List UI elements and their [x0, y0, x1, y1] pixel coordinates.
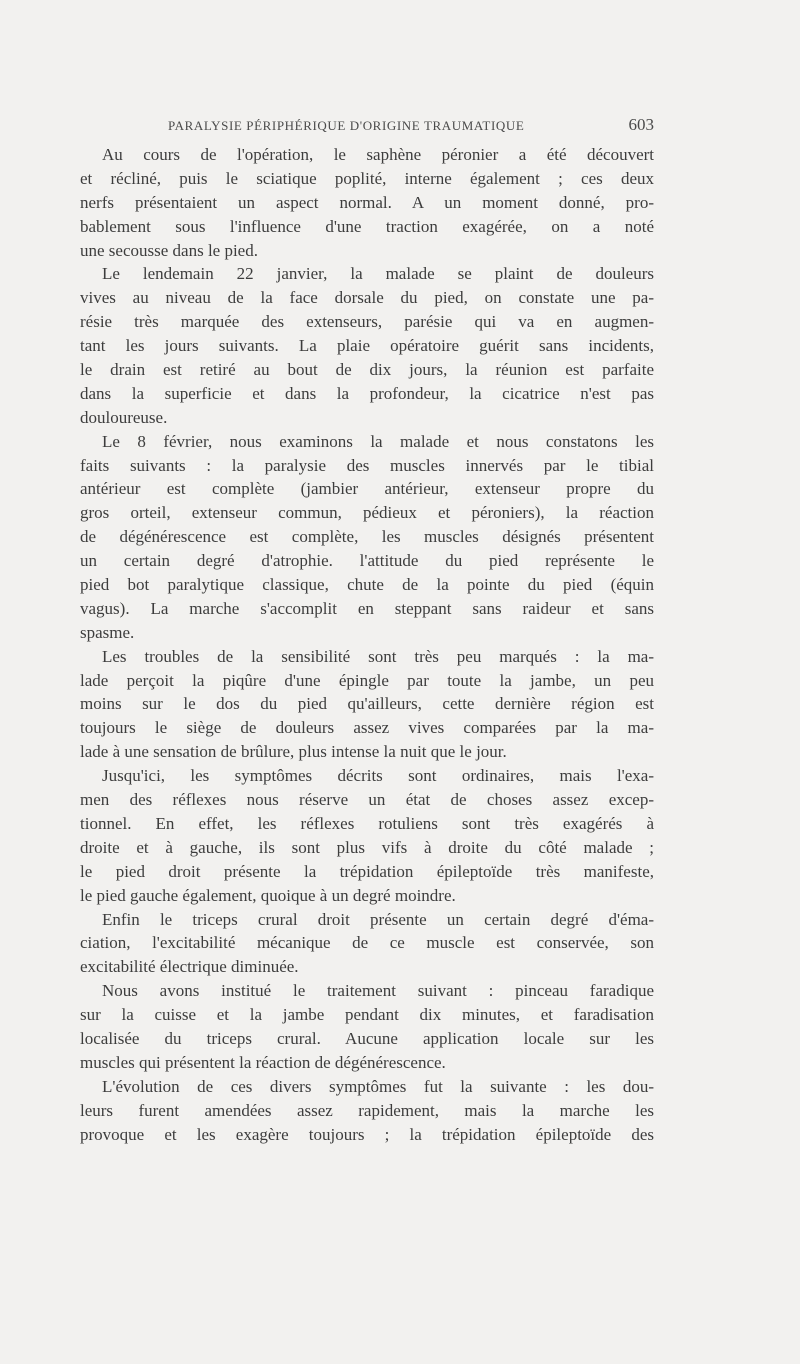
text-line: men des réflexes nous réserve un état de choses assez excep-: [80, 790, 654, 810]
text-line: localisée du triceps crural. Aucune application locale sur les: [80, 1028, 654, 1048]
text-line: Nous avons institué le traitement suivant : pinceau faradique: [102, 981, 654, 1001]
page-header: [80, 115, 654, 139]
text-line: Les troubles de la sensibilité sont très peu marqués : la ma-: [102, 646, 654, 666]
text-line: faits suivants : la paralysie des muscles innervés par le tibial: [80, 455, 654, 475]
text-line: le drain est retiré au bout de dix jours, la réunion est parfaite: [80, 360, 654, 380]
text-line: antérieur est complète (jambier antérieur, extenseur propre du: [80, 479, 654, 499]
text-line: muscles qui présentent la réaction de dégénérescence.: [80, 1052, 446, 1072]
text-line: leurs furent amendées assez rapidement, mais la marche les: [80, 1100, 654, 1120]
text-line: droite et à gauche, ils sont plus vifs à droite du côté malade ;: [80, 837, 654, 857]
text-line: Au cours de l'opération, le saphène péronier a été découvert: [102, 145, 654, 164]
text-line: tionnel. En effet, les réflexes rotuliens sont très exagérés à: [80, 813, 654, 833]
text-line: sur la cuisse et la jambe pendant dix minutes, et faradisation: [80, 1005, 654, 1025]
text-line: vagus). La marche s'accomplit en steppant sans raideur et sans: [80, 598, 654, 618]
text-line: dans la superficie et dans la profondeur, la cicatrice n'est pas: [80, 383, 654, 403]
text-line: Enfin le triceps crural droit présente un certain degré d'éma-: [102, 909, 654, 929]
text-line: un certain degré d'atrophie. l'attitude du pied représente le: [80, 551, 654, 571]
running-title: PARALYSIE PÉRIPHÉRIQUE D'ORIGINE TRAUMATIQUE: [168, 118, 525, 133]
text-line: spasme.: [80, 622, 135, 642]
text-line: et récliné, puis le sciatique poplité, interne également ; ces deux: [80, 168, 654, 188]
text-line: Jusqu'ici, les symptômes décrits sont ordinaires, mais l'exa-: [102, 766, 654, 786]
text-line: gros orteil, extenseur commun, pédieux et péroniers), la réaction: [80, 503, 654, 523]
text-line: vives au niveau de la face dorsale du pied, on constate une pa-: [80, 288, 654, 308]
text-line: toujours le siège de douleurs assez vives comparées par la ma-: [80, 718, 654, 738]
text-line: pied bot paralytique classique, chute de la pointe du pied (équin: [80, 575, 654, 595]
text-line: provoque et les exagère toujours ; la trépidation épileptoïde des: [80, 1124, 654, 1144]
text-line: tant les jours suivants. La plaie opératoire guérit sans incidents,: [80, 336, 654, 356]
text-line: Le lendemain 22 janvier, la malade se plaint de douleurs: [102, 264, 654, 284]
body-text: [80, 143, 654, 1146]
text-line: lade à une sensation de brûlure, plus intense la nuit que le jour.: [80, 742, 507, 762]
text-line: le pied droit présente la trépidation épileptoïde très manifeste,: [80, 861, 654, 881]
text-line: douloureuse.: [80, 407, 168, 427]
text-line: L'évolution de ces divers symptômes fut la suivante : les dou-: [102, 1076, 654, 1096]
text-line: Le 8 février, nous examinons la malade et nous constatons les: [102, 431, 654, 451]
page-number: 603: [628, 115, 654, 134]
text-line: nerfs présentaient un aspect normal. A un moment donné, pro-: [80, 192, 654, 212]
text-line: une secousse dans le pied.: [80, 240, 258, 260]
text-line: de dégénérescence est complète, les muscles désignés présentent: [80, 527, 654, 547]
text-line: lade perçoit la piqûre d'une épingle par toute la jambe, un peu: [80, 670, 654, 690]
text-line: bablement sous l'influence d'une traction exagérée, on a noté: [80, 216, 654, 236]
text-line: ciation, l'excitabilité mécanique de ce muscle est conservée, son: [80, 933, 654, 953]
text-line: résie très marquée des extenseurs, parésie qui va en augmen-: [80, 312, 654, 332]
text-line: moins sur le dos du pied qu'ailleurs, cette dernière région est: [80, 694, 654, 714]
text-line: excitabilité électrique diminuée.: [80, 957, 299, 977]
text-line: le pied gauche également, quoique à un degré moindre.: [80, 885, 456, 905]
